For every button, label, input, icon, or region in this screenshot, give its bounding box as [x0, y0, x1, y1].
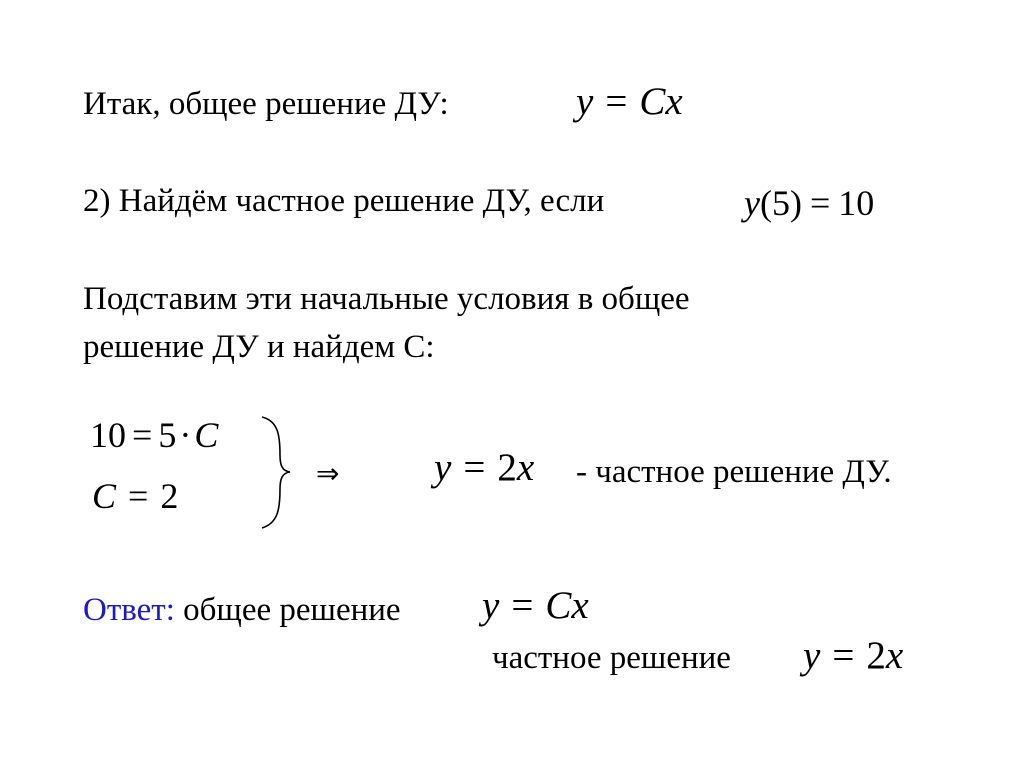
initial-condition-formula: [744, 185, 874, 221]
coefficient-2: 2: [866, 634, 886, 677]
var-x: x: [665, 80, 683, 123]
var-x: x: [885, 634, 904, 677]
number-10: 10: [90, 415, 126, 455]
answer-line: [83, 594, 401, 627]
substitute-text-line2: решение ДУ и найдем С:: [83, 329, 435, 365]
answer-general-formula: [482, 586, 589, 625]
equals-sign: =: [463, 446, 486, 489]
var-x: x: [516, 446, 535, 489]
const-c: C: [545, 584, 572, 627]
argument: (5): [759, 183, 802, 223]
equals-sign: =: [605, 80, 628, 123]
number-5: 5: [158, 415, 177, 455]
var-y: y: [482, 584, 500, 627]
var-y: y: [744, 183, 760, 223]
general-solution-formula: [576, 82, 683, 121]
equals-sign: =: [511, 584, 534, 627]
answer-particular-text: частное решение: [492, 640, 731, 676]
particular-solution-formula: [434, 448, 534, 487]
system-equation-1: [90, 417, 218, 453]
answer-particular-formula: [803, 636, 903, 675]
right-brace-icon: [258, 415, 298, 530]
equals-sign: =: [832, 634, 855, 677]
equals-sign: =: [809, 183, 831, 223]
var-y: y: [434, 446, 452, 489]
var-y: y: [803, 634, 821, 677]
system-equation-2: [92, 478, 178, 514]
equals-sign: =: [128, 476, 149, 516]
general-solution-intro: Итак, общее решение ДУ:: [83, 86, 449, 122]
implies-arrow: ⇒: [316, 457, 340, 490]
coefficient-2: 2: [497, 446, 517, 489]
const-c: C: [639, 80, 666, 123]
particular-solution-label: - частное решение ДУ.: [576, 454, 892, 490]
dot-operator: ·: [179, 415, 192, 455]
var-x: x: [571, 584, 589, 627]
equals-sign: =: [132, 415, 153, 455]
answer-label: Ответ:: [83, 592, 175, 628]
var-y: y: [576, 80, 594, 123]
particular-solution-task: 2) Найдём частное решение ДУ, если: [83, 183, 605, 219]
substitute-text-line1: Подставим эти начальные условия в общее: [83, 281, 690, 317]
number-2: 2: [160, 476, 179, 516]
const-c: C: [92, 476, 117, 516]
value: 10: [838, 183, 875, 223]
const-c: C: [194, 415, 219, 455]
answer-general-text: общее решение: [183, 592, 401, 628]
